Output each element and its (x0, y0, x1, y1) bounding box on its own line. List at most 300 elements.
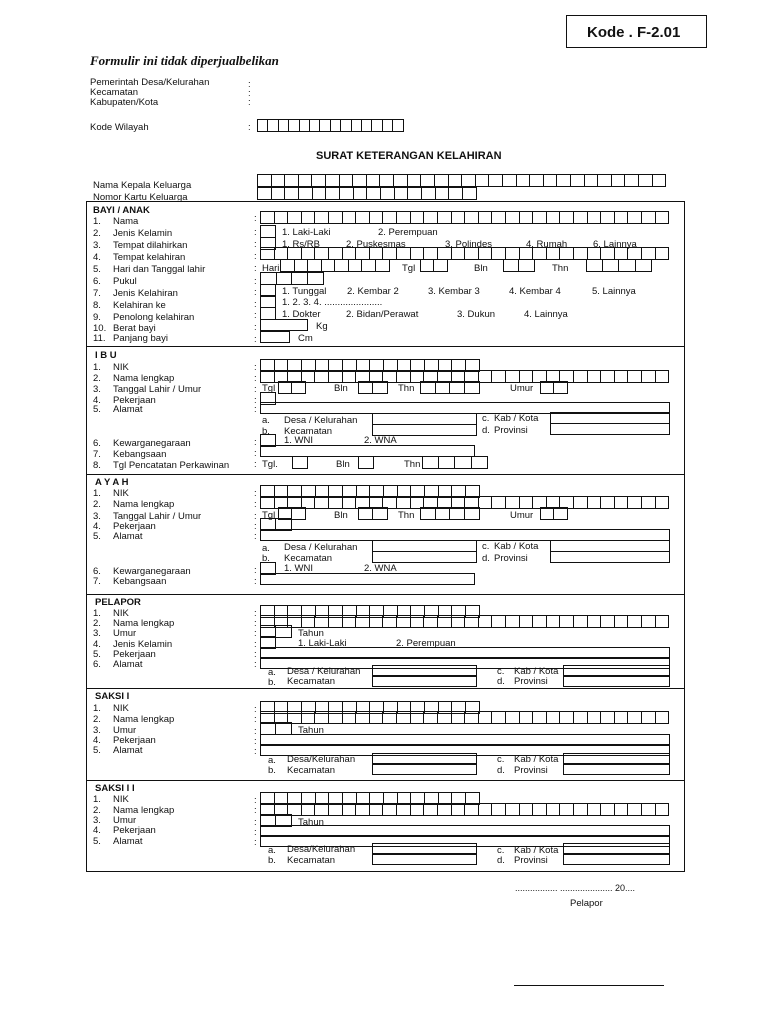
char-cell[interactable] (315, 370, 329, 383)
char-cell[interactable] (465, 247, 479, 260)
ayah-provinsi-field[interactable] (550, 551, 670, 563)
char-cell[interactable] (299, 187, 313, 200)
char-cell[interactable] (506, 615, 520, 628)
char-cell[interactable] (394, 174, 408, 187)
char-cell[interactable] (315, 803, 329, 816)
saksi2-kecamatan-field[interactable] (372, 853, 477, 865)
char-cell[interactable] (541, 507, 554, 520)
char-cell[interactable] (519, 259, 534, 272)
char-cell[interactable] (547, 247, 561, 260)
char-cell[interactable] (506, 711, 520, 724)
char-cell[interactable] (642, 615, 656, 628)
saksi1-kecamatan-field[interactable] (372, 763, 477, 775)
char-cell[interactable] (628, 803, 642, 816)
char-cell[interactable] (601, 211, 615, 224)
char-cell[interactable] (449, 174, 463, 187)
colon: : (254, 362, 257, 373)
char-cell[interactable] (411, 711, 425, 724)
char-cell[interactable] (310, 119, 320, 132)
char-cell[interactable] (302, 615, 316, 628)
char-cell[interactable] (411, 615, 425, 628)
pelapor-provinsi-field[interactable] (563, 675, 670, 687)
char-cell[interactable] (329, 496, 343, 509)
char-cell[interactable] (636, 259, 652, 272)
char-cell[interactable] (370, 615, 384, 628)
char-cell[interactable] (465, 211, 479, 224)
char-cell[interactable] (349, 259, 363, 272)
char-cell[interactable] (435, 174, 449, 187)
char-cell[interactable] (277, 272, 293, 285)
bayi-panjang-field[interactable] (260, 331, 290, 343)
char-cell[interactable] (436, 381, 451, 394)
char-cell[interactable] (276, 625, 291, 638)
bayi-bln-boxes[interactable] (503, 259, 536, 272)
char-cell[interactable] (588, 615, 602, 628)
char-cell[interactable] (421, 381, 436, 394)
char-cell[interactable] (383, 803, 397, 816)
char-cell[interactable] (656, 370, 670, 383)
char-cell[interactable] (436, 187, 450, 200)
char-cell[interactable] (279, 381, 292, 394)
bayi-jenis-opt-2: 2. Kembar 2 (347, 286, 399, 297)
char-cell[interactable] (315, 496, 329, 509)
char-cell[interactable] (397, 247, 411, 260)
char-cell[interactable] (520, 711, 534, 724)
char-cell[interactable] (642, 496, 656, 509)
char-cell[interactable] (411, 211, 425, 224)
char-cell[interactable] (438, 615, 452, 628)
char-cell[interactable] (421, 259, 434, 272)
char-cell[interactable] (341, 119, 351, 132)
char-cell[interactable] (479, 615, 493, 628)
char-cell[interactable] (292, 272, 308, 285)
char-cell[interactable] (452, 803, 466, 816)
char-cell[interactable] (571, 174, 585, 187)
ayah-kebangsaan-field[interactable] (260, 573, 475, 585)
char-cell[interactable] (352, 119, 362, 132)
char-cell[interactable] (465, 615, 479, 628)
char-cell[interactable] (492, 803, 506, 816)
char-cell[interactable] (656, 247, 670, 260)
char-cell[interactable] (261, 247, 275, 260)
char-cell[interactable] (373, 381, 387, 394)
char-cell[interactable] (560, 615, 574, 628)
pelapor-kecamatan-field[interactable] (372, 675, 477, 687)
char-cell[interactable] (373, 507, 387, 520)
char-cell[interactable] (320, 119, 330, 132)
char-cell[interactable] (281, 259, 295, 272)
ibu-3-num: 3. (93, 384, 101, 395)
char-cell[interactable] (329, 615, 343, 628)
char-cell[interactable] (397, 211, 411, 224)
colon: : (254, 714, 257, 725)
char-cell[interactable] (258, 119, 268, 132)
char-cell[interactable] (308, 259, 322, 272)
char-cell[interactable] (359, 456, 374, 469)
char-cell[interactable] (642, 711, 656, 724)
char-cell[interactable] (601, 803, 615, 816)
char-cell[interactable] (285, 174, 299, 187)
char-cell[interactable] (554, 381, 567, 394)
char-cell[interactable] (452, 247, 466, 260)
char-cell[interactable] (587, 259, 603, 272)
char-cell[interactable] (329, 711, 343, 724)
char-cell[interactable] (588, 711, 602, 724)
char-cell[interactable] (615, 803, 629, 816)
char-cell[interactable] (588, 211, 602, 224)
char-cell[interactable] (362, 259, 376, 272)
char-cell[interactable] (615, 615, 629, 628)
char-cell[interactable] (615, 211, 629, 224)
char-cell[interactable] (434, 259, 447, 272)
saksi1-nama-boxes[interactable] (260, 711, 671, 724)
char-cell[interactable] (315, 711, 329, 724)
char-cell[interactable] (370, 711, 384, 724)
char-cell[interactable] (601, 711, 615, 724)
ibu-bln-boxes[interactable] (358, 381, 389, 394)
char-cell[interactable] (465, 803, 479, 816)
ayah-bln-label: Bln (334, 510, 348, 521)
char-cell[interactable] (465, 507, 480, 520)
char-cell[interactable] (356, 211, 370, 224)
char-cell[interactable] (343, 615, 357, 628)
char-cell[interactable] (642, 803, 656, 816)
char-cell[interactable] (408, 187, 422, 200)
char-cell[interactable] (547, 803, 561, 816)
char-cell[interactable] (438, 211, 452, 224)
char-cell[interactable] (588, 803, 602, 816)
char-cell[interactable] (601, 370, 615, 383)
char-cell[interactable] (383, 615, 397, 628)
char-cell[interactable] (541, 381, 554, 394)
char-cell[interactable] (395, 187, 409, 200)
char-cell[interactable] (450, 381, 465, 394)
char-cell[interactable] (411, 803, 425, 816)
ibu-kawin-thn-label: Thn (404, 459, 421, 470)
char-cell[interactable] (463, 187, 477, 200)
char-cell[interactable] (424, 615, 438, 628)
char-cell[interactable] (329, 803, 343, 816)
char-cell[interactable] (533, 615, 547, 628)
ibu-kawin-bln-box[interactable] (358, 456, 375, 469)
char-cell[interactable] (449, 187, 463, 200)
bayi-nama-boxes[interactable] (260, 211, 671, 224)
char-cell[interactable] (472, 456, 488, 469)
char-cell[interactable] (353, 174, 367, 187)
kode-wilayah-boxes[interactable] (257, 119, 405, 132)
char-cell[interactable] (601, 496, 615, 509)
char-cell[interactable] (560, 247, 574, 260)
char-cell[interactable] (370, 211, 384, 224)
char-cell[interactable] (601, 615, 615, 628)
char-cell[interactable] (533, 211, 547, 224)
bayi-11-label: Panjang bayi (113, 333, 168, 344)
char-cell[interactable] (656, 211, 670, 224)
char-cell[interactable] (397, 803, 411, 816)
char-cell[interactable] (279, 119, 289, 132)
char-cell[interactable] (479, 211, 493, 224)
saksi2-3-label: Umur (113, 815, 137, 826)
char-cell[interactable] (299, 174, 313, 187)
ibu-kawin-thn-boxes[interactable] (422, 456, 489, 469)
char-cell[interactable] (557, 174, 571, 187)
char-cell[interactable] (380, 174, 394, 187)
char-cell[interactable] (300, 119, 310, 132)
char-cell[interactable] (359, 381, 373, 394)
char-cell[interactable] (547, 711, 561, 724)
char-cell[interactable] (288, 211, 302, 224)
char-cell[interactable] (293, 456, 308, 469)
char-cell[interactable] (574, 711, 588, 724)
char-cell[interactable] (383, 211, 397, 224)
char-cell[interactable] (520, 496, 534, 509)
pelapor-nama-boxes[interactable] (260, 615, 671, 628)
ayah-kecamatan-field[interactable] (372, 551, 477, 563)
bayi-thn-boxes[interactable] (586, 259, 653, 272)
char-cell[interactable] (547, 615, 561, 628)
char-cell[interactable] (465, 711, 479, 724)
ayah-bln-boxes[interactable] (358, 507, 389, 520)
char-cell[interactable] (554, 507, 567, 520)
char-cell[interactable] (308, 272, 324, 285)
char-cell[interactable] (560, 803, 574, 816)
char-cell[interactable] (295, 259, 309, 272)
colon: : (248, 88, 251, 99)
char-cell[interactable] (533, 711, 547, 724)
char-cell[interactable] (439, 456, 455, 469)
char-cell[interactable] (455, 456, 471, 469)
char-cell[interactable] (588, 370, 602, 383)
char-cell[interactable] (354, 187, 368, 200)
char-cell[interactable] (421, 507, 436, 520)
char-cell[interactable] (289, 119, 299, 132)
char-cell[interactable] (372, 119, 382, 132)
char-cell[interactable] (397, 370, 411, 383)
char-cell[interactable] (421, 174, 435, 187)
char-cell[interactable] (302, 711, 316, 724)
char-cell[interactable] (530, 174, 544, 187)
char-cell[interactable] (547, 211, 561, 224)
bayi-tgl-boxes[interactable] (420, 259, 449, 272)
char-cell[interactable] (315, 211, 329, 224)
ibu-tgl-boxes[interactable] (278, 381, 307, 394)
char-cell[interactable] (574, 803, 588, 816)
char-cell[interactable] (343, 496, 357, 509)
char-cell[interactable] (343, 211, 357, 224)
char-cell[interactable] (302, 803, 316, 816)
char-cell[interactable] (326, 187, 340, 200)
char-cell[interactable] (452, 711, 466, 724)
char-cell[interactable] (615, 370, 629, 383)
char-cell[interactable] (370, 803, 384, 816)
char-cell[interactable] (362, 119, 372, 132)
char-cell[interactable] (452, 211, 466, 224)
char-cell[interactable] (574, 370, 588, 383)
char-cell[interactable] (397, 615, 411, 628)
char-cell[interactable] (492, 370, 506, 383)
char-cell[interactable] (628, 615, 642, 628)
char-cell[interactable] (424, 803, 438, 816)
char-cell[interactable] (423, 456, 439, 469)
char-cell[interactable] (504, 259, 519, 272)
saksi2-provinsi-field[interactable] (563, 853, 670, 865)
char-cell[interactable] (359, 507, 373, 520)
char-cell[interactable] (408, 174, 422, 187)
char-cell[interactable] (506, 496, 520, 509)
ayah-umur-boxes[interactable] (540, 507, 569, 520)
char-cell[interactable] (272, 174, 286, 187)
char-cell[interactable] (313, 187, 327, 200)
char-cell[interactable] (479, 247, 493, 260)
char-cell[interactable] (476, 174, 490, 187)
char-cell[interactable] (438, 803, 452, 816)
char-cell[interactable] (322, 259, 336, 272)
char-cell[interactable] (506, 370, 520, 383)
char-cell[interactable] (653, 174, 667, 187)
char-cell[interactable] (331, 119, 341, 132)
char-cell[interactable] (625, 174, 639, 187)
char-cell[interactable] (315, 615, 329, 628)
char-cell[interactable] (340, 187, 354, 200)
colon: : (254, 639, 257, 650)
ayah-thn-boxes[interactable] (420, 507, 481, 520)
ibu-thn-boxes[interactable] (420, 381, 481, 394)
char-cell[interactable] (628, 370, 642, 383)
char-cell[interactable] (356, 803, 370, 816)
char-cell[interactable] (292, 507, 305, 520)
char-cell[interactable] (424, 211, 438, 224)
colon: : (254, 448, 257, 459)
char-cell[interactable] (376, 259, 390, 272)
char-cell[interactable] (628, 711, 642, 724)
char-cell[interactable] (656, 711, 670, 724)
char-cell[interactable] (450, 507, 465, 520)
char-cell[interactable] (312, 174, 326, 187)
char-cell[interactable] (272, 187, 286, 200)
char-cell[interactable] (422, 187, 436, 200)
char-cell[interactable] (520, 803, 534, 816)
char-cell[interactable] (479, 711, 493, 724)
char-cell[interactable] (574, 615, 588, 628)
bayi-berat-field[interactable] (260, 319, 308, 331)
char-cell[interactable] (560, 211, 574, 224)
char-cell[interactable] (275, 211, 289, 224)
char-cell[interactable] (642, 370, 656, 383)
char-cell[interactable] (619, 259, 635, 272)
char-cell[interactable] (533, 803, 547, 816)
char-cell[interactable] (343, 803, 357, 816)
saksi2-nama-boxes[interactable] (260, 803, 671, 816)
char-cell[interactable] (261, 211, 275, 224)
char-cell[interactable] (393, 119, 403, 132)
char-cell[interactable] (492, 615, 506, 628)
char-cell[interactable] (492, 211, 506, 224)
char-cell[interactable] (506, 803, 520, 816)
char-cell[interactable] (326, 174, 340, 187)
ibu-kawin-tgl-box[interactable] (292, 456, 309, 469)
char-cell[interactable] (489, 174, 503, 187)
char-cell[interactable] (261, 496, 275, 509)
char-cell[interactable] (520, 615, 534, 628)
char-cell[interactable] (574, 496, 588, 509)
char-cell[interactable] (383, 119, 393, 132)
char-cell[interactable] (356, 711, 370, 724)
char-cell[interactable] (465, 381, 480, 394)
char-cell[interactable] (438, 711, 452, 724)
char-cell[interactable] (492, 496, 506, 509)
char-cell[interactable] (436, 507, 451, 520)
char-cell[interactable] (492, 711, 506, 724)
char-cell[interactable] (343, 711, 357, 724)
char-cell[interactable] (588, 496, 602, 509)
char-cell[interactable] (612, 174, 626, 187)
char-cell[interactable] (285, 187, 299, 200)
char-cell[interactable] (656, 803, 670, 816)
char-cell[interactable] (397, 496, 411, 509)
colon: : (254, 795, 257, 806)
char-cell[interactable] (343, 370, 357, 383)
char-cell[interactable] (292, 381, 305, 394)
kk-nama-boxes[interactable] (257, 174, 668, 187)
char-cell[interactable] (479, 803, 493, 816)
char-cell[interactable] (329, 211, 343, 224)
char-cell[interactable] (517, 174, 531, 187)
char-cell[interactable] (302, 211, 316, 224)
char-cell[interactable] (603, 259, 619, 272)
char-cell[interactable] (656, 496, 670, 509)
char-cell[interactable] (585, 174, 599, 187)
char-cell[interactable] (367, 187, 381, 200)
kk-nomor-boxes[interactable] (257, 187, 478, 200)
signature-line[interactable] (514, 985, 664, 986)
char-cell[interactable] (656, 615, 670, 628)
char-cell[interactable] (520, 370, 534, 383)
char-cell[interactable] (598, 174, 612, 187)
char-cell[interactable] (452, 615, 466, 628)
char-cell[interactable] (615, 711, 629, 724)
char-cell[interactable] (258, 187, 272, 200)
char-cell[interactable] (574, 211, 588, 224)
char-cell[interactable] (397, 711, 411, 724)
ibu-provinsi-field[interactable] (550, 423, 670, 435)
char-cell[interactable] (628, 211, 642, 224)
char-cell[interactable] (506, 211, 520, 224)
char-cell[interactable] (639, 174, 653, 187)
char-cell[interactable] (261, 370, 275, 383)
char-cell[interactable] (335, 259, 349, 272)
ibu-umur-boxes[interactable] (540, 381, 569, 394)
char-cell[interactable] (628, 496, 642, 509)
char-cell[interactable] (268, 119, 278, 132)
char-cell[interactable] (544, 174, 558, 187)
saksi1-provinsi-field[interactable] (563, 763, 670, 775)
char-cell[interactable] (258, 174, 272, 187)
char-cell[interactable] (367, 174, 381, 187)
char-cell[interactable] (503, 174, 517, 187)
char-cell[interactable] (340, 174, 354, 187)
bayi-hari-boxes[interactable] (280, 259, 391, 272)
char-cell[interactable] (520, 211, 534, 224)
char-cell[interactable] (615, 496, 629, 509)
char-cell[interactable] (560, 711, 574, 724)
char-cell[interactable] (383, 711, 397, 724)
char-cell[interactable] (642, 211, 656, 224)
char-cell[interactable] (424, 711, 438, 724)
char-cell[interactable] (329, 370, 343, 383)
char-cell[interactable] (462, 174, 476, 187)
char-cell[interactable] (381, 187, 395, 200)
char-cell[interactable] (356, 615, 370, 628)
